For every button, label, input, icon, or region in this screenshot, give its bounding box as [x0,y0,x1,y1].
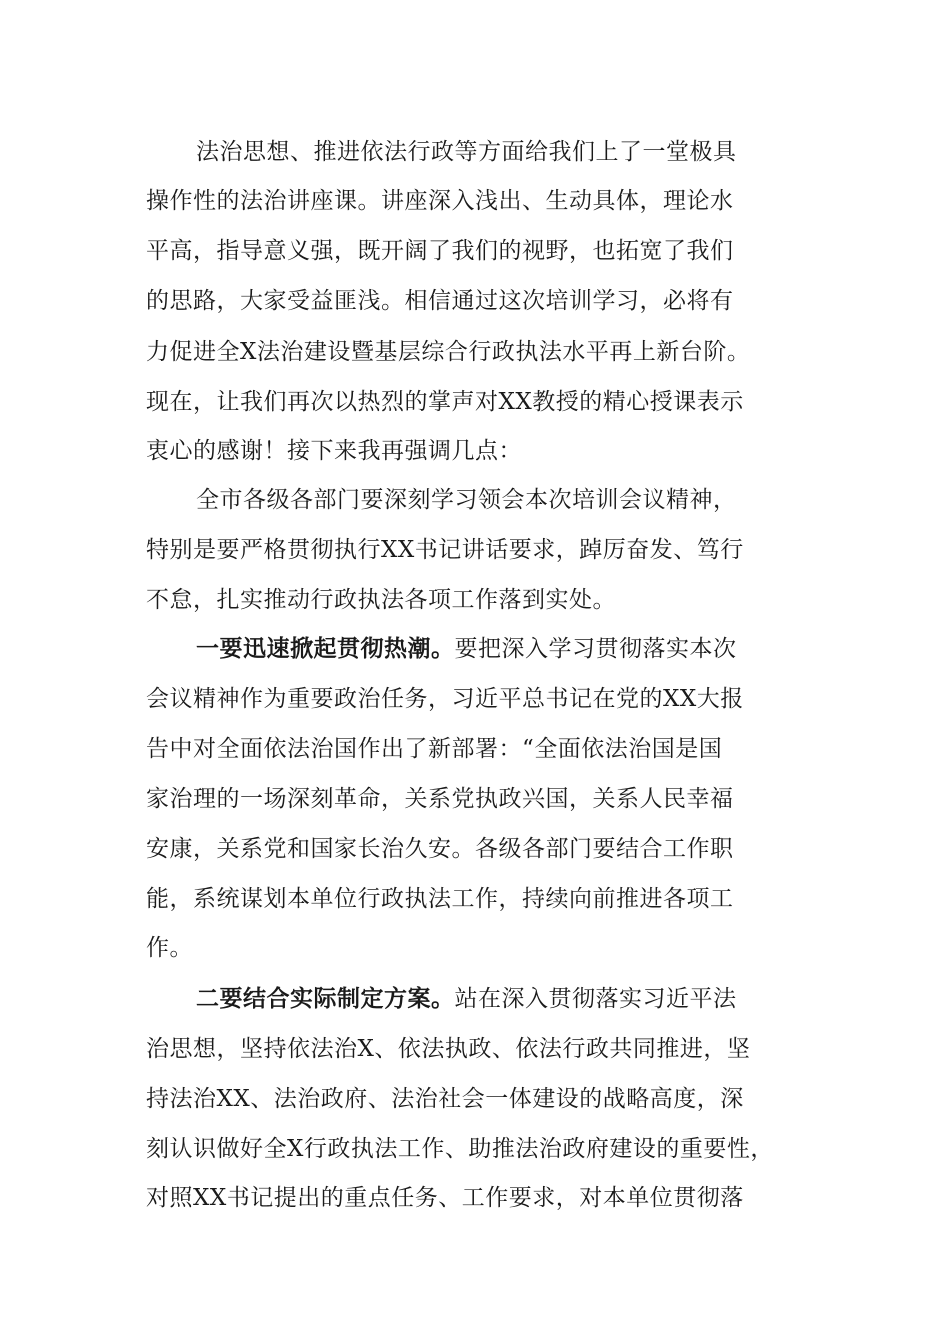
section-heading: 一要迅速掀起贯彻热潮。 [196,635,455,662]
paragraph-line: 全市各级各部门要深刻学习领会本次培训会议精神， [196,487,737,513]
paragraph-line: 衷心的感谢！接下来我再强调几点： [146,438,522,464]
paragraph-line: 力促进全X法治建设暨基层综合行政执法水平再上新台阶。 [146,339,751,365]
paragraph-line: 不怠，扎实推动行政执法各项工作落到实处。 [146,587,616,613]
paragraph-text: 站在深入贯彻落实习近平法 [454,986,737,1012]
paragraph-text: 要把深入学习贯彻落实本次 [454,636,737,662]
paragraph-line: 操作性的法治讲座课。讲座深入浅出、生动具体，理论水 [146,188,734,214]
paragraph-line: 会议精神作为重要政治任务，习近平总书记在党的XX大报 [146,686,744,712]
paragraph-line: 作。 [146,935,193,961]
paragraph-line: 告中对全面依法治国作出了新部署：“全面依法治国是国 [146,736,723,762]
paragraph-line: 安康，关系党和国家长治久安。各级各部门要结合工作职 [146,836,734,862]
paragraph-line: 法治思想、推进依法行政等方面给我们上了一堂极具 [196,139,737,165]
paragraph-line: 家治理的一场深刻革命，关系党执政兴国，关系人民幸福 [146,786,734,812]
paragraph-first-line [196,634,737,664]
paragraph-line: 平高，指导意义强，既开阔了我们的视野，也拓宽了我们 [146,238,734,264]
paragraph-line: 治思想，坚持依法治X、依法执政、依法行政共同推进，坚 [146,1036,751,1062]
paragraph-line: 刻认识做好全X行政执法工作、助推法治政府建设的重要性， [146,1136,774,1162]
section-heading: 二要结合实际制定方案。 [196,985,455,1012]
paragraph-line: 的思路，大家受益匪浅。相信通过这次培训学习，必将有 [146,288,734,314]
paragraph-line: 现在，让我们再次以热烈的掌声对XX教授的精心授课表示 [146,389,744,415]
paragraph-first-line [196,984,737,1014]
paragraph-line: 对照XX书记提出的重点任务、工作要求，对本单位贯彻落 [146,1185,744,1211]
paragraph-line: 特别是要严格贯彻执行XX书记讲话要求，踔厉奋发、笃行 [146,537,744,563]
paragraph-line: 能，系统谋划本单位行政执法工作，持续向前推进各项工 [146,886,734,912]
paragraph-line: 持法治XX、法治政府、法治社会一体建设的战略高度，深 [146,1086,744,1112]
